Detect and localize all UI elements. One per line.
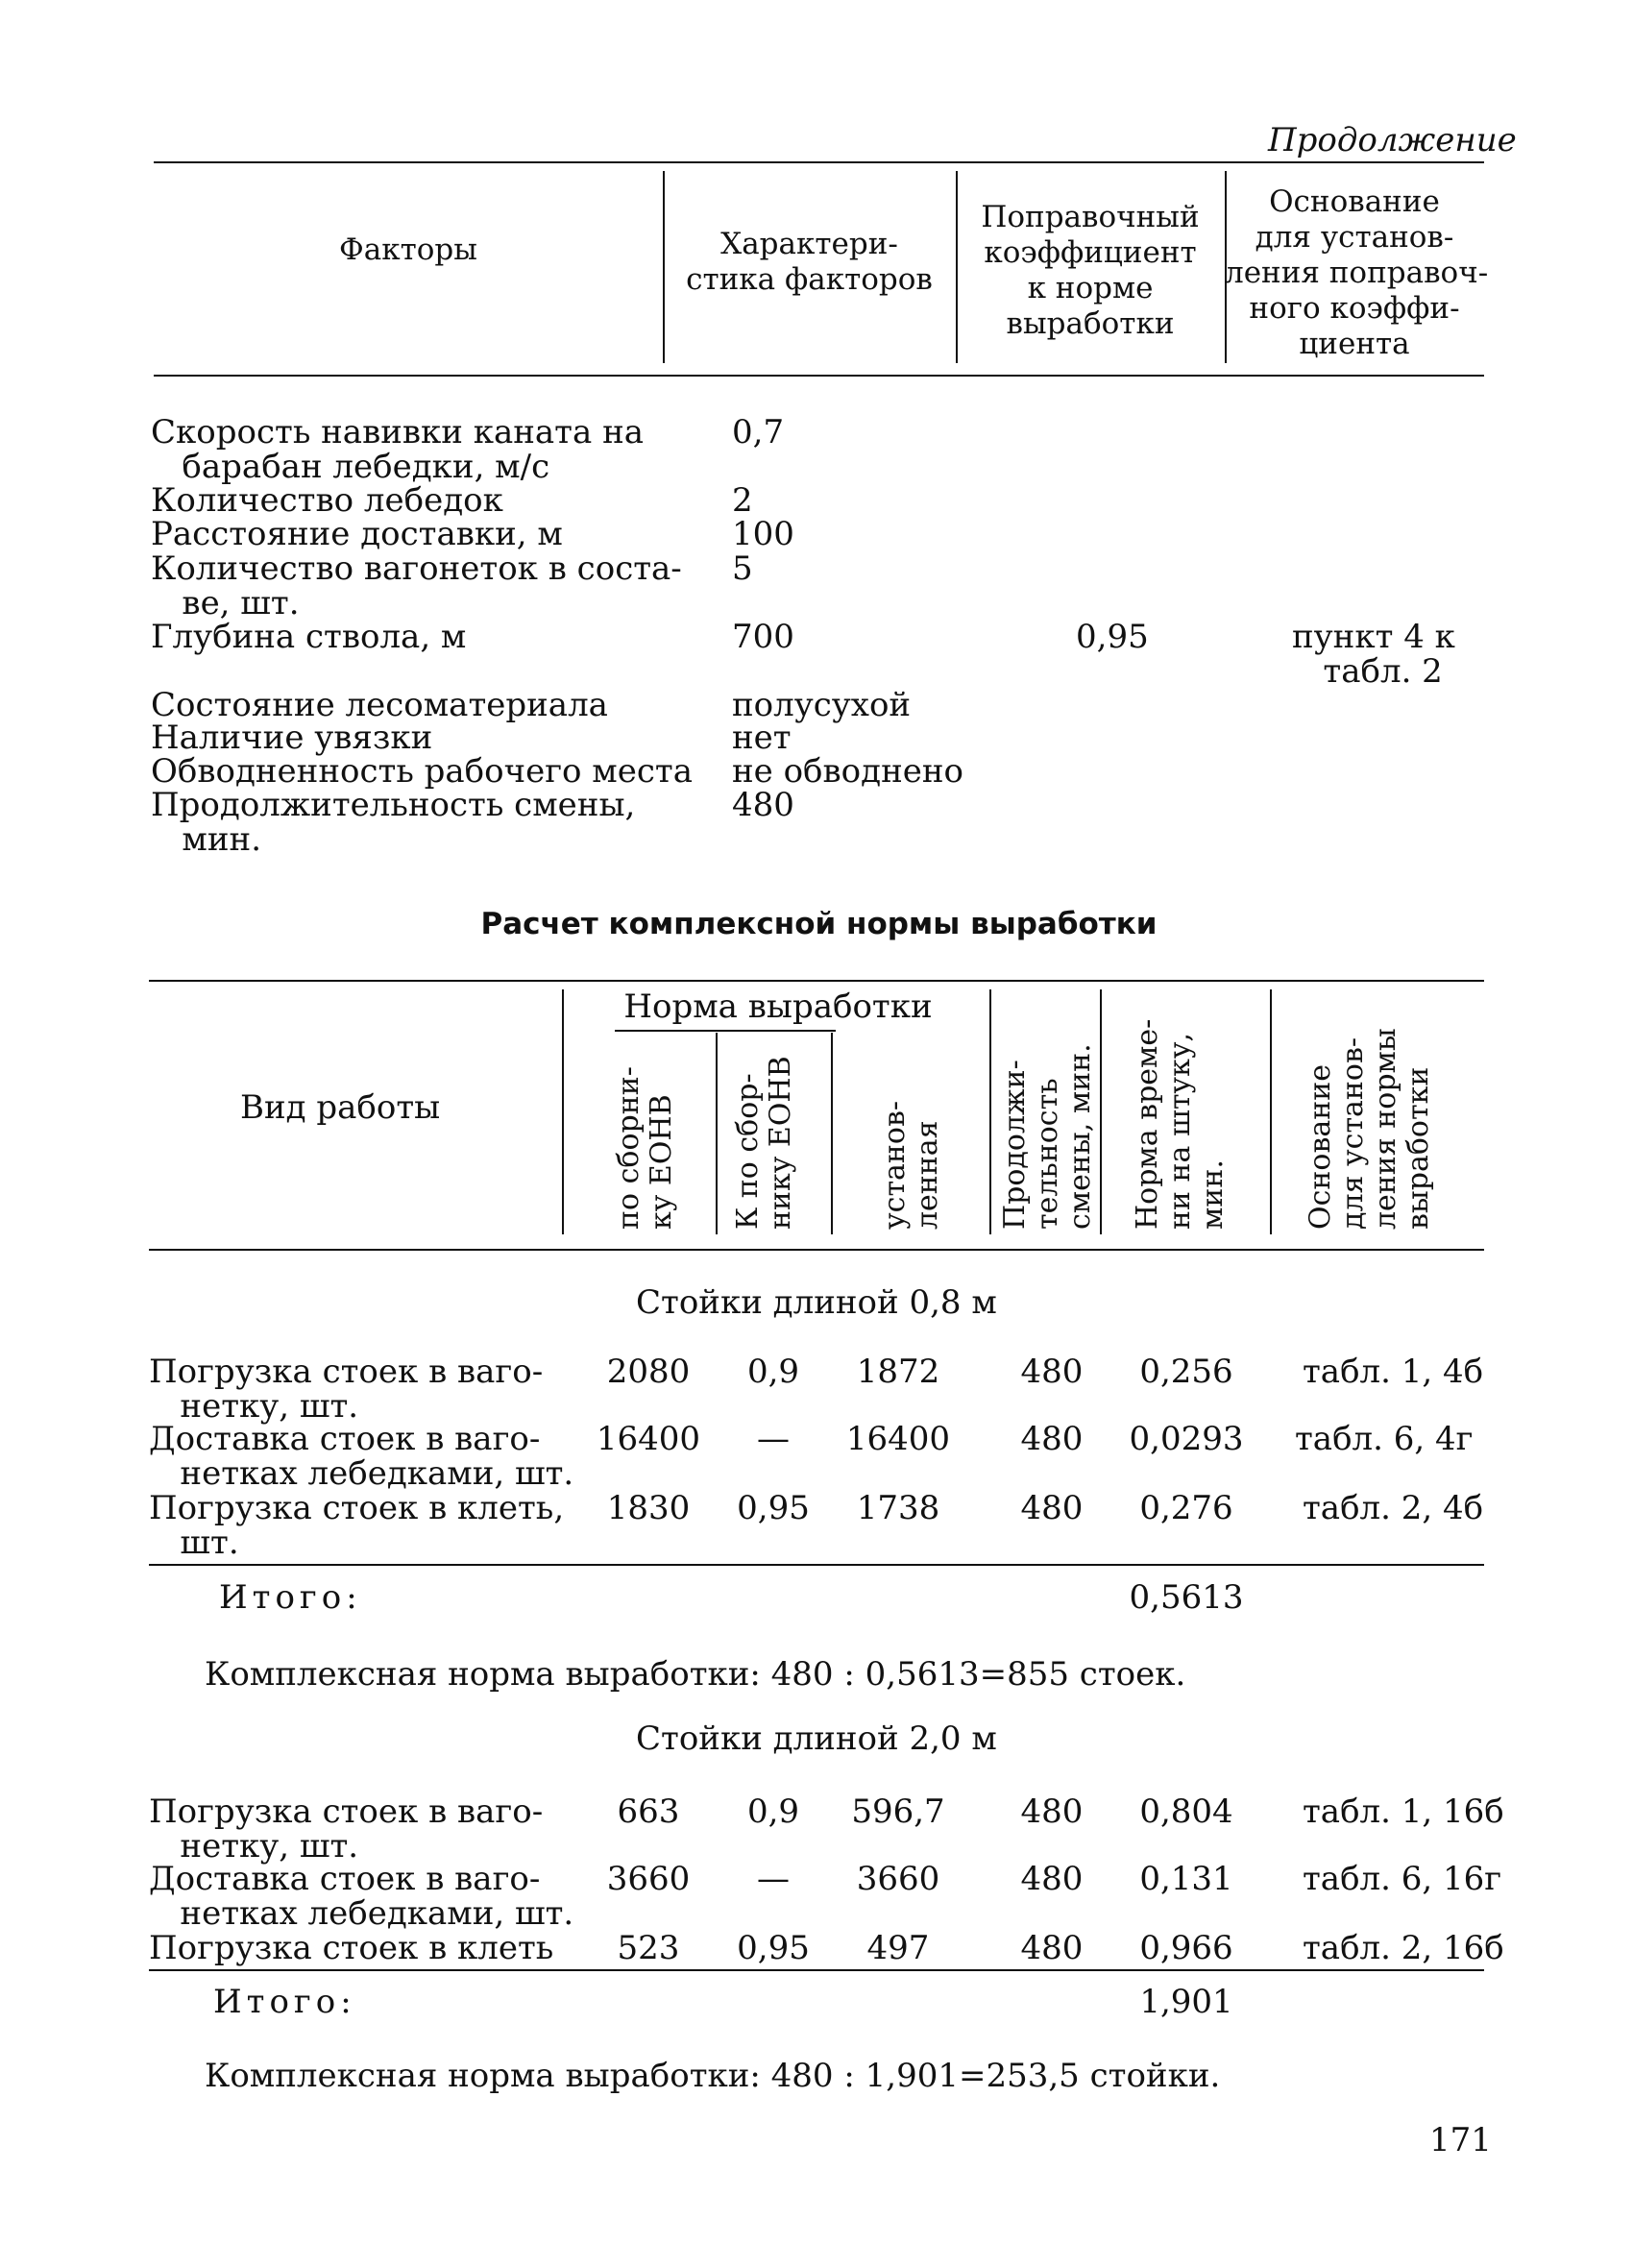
header-divider — [1270, 989, 1272, 1234]
factor-value: 480 — [732, 786, 794, 824]
cell-k: 0,9 — [746, 1353, 800, 1391]
cell-basis: табл. 6, 4г — [1295, 1420, 1474, 1458]
header-basis: Основание для установ- ления поправоч- ного коэффи- циента — [1225, 184, 1489, 361]
cell-time: 0,0293 — [1129, 1420, 1244, 1458]
continuation-label: Продолжение — [1268, 121, 1517, 159]
header-factors: Факторы — [339, 232, 477, 267]
cell-by: 523 — [617, 1929, 680, 1967]
cell-by: 2080 — [606, 1353, 691, 1391]
header-divider — [716, 1033, 718, 1234]
work-label: Доставка стоек в ваго- нетках лебедками, шт. — [149, 1420, 574, 1493]
cell-time: 0,966 — [1139, 1929, 1233, 1967]
header-k-collection: К по сбор- нику ЕОНВ — [731, 1056, 797, 1230]
table-top-rule — [154, 161, 1484, 163]
factor-label: Количество вагонеток в соста- ве, шт. — [151, 549, 682, 622]
norm-group-rule — [615, 1030, 836, 1032]
header-by-collection: по сборни- ку ЕОНВ — [612, 1066, 678, 1230]
cell-basis: табл. 1, 16б — [1303, 1792, 1504, 1831]
total-label: Итого: — [213, 1983, 356, 2021]
work-label: Погрузка стоек в ваго- нетку, шт. — [149, 1792, 544, 1866]
total-value: 0,5613 — [1129, 1578, 1244, 1617]
factor-value: 100 — [732, 515, 794, 553]
factor-label: Состояние лесоматериала — [151, 686, 608, 724]
cell-est: 1738 — [856, 1489, 940, 1527]
table-top-rule — [149, 980, 1484, 982]
work-label: Погрузка стоек в клеть — [149, 1929, 554, 1967]
header-norm-group: Норма выработки — [623, 988, 933, 1026]
factor-value: нет — [732, 719, 792, 757]
header-coefficient: Поправочный коэффициент к норме выработки — [981, 200, 1200, 341]
cell-basis: табл. 2, 4б — [1303, 1489, 1484, 1527]
header-work: Вид работы — [240, 1088, 441, 1127]
work-label: Доставка стоек в ваго- нетках лебедками, шт. — [149, 1860, 574, 1933]
factor-value: 700 — [732, 618, 794, 656]
cell-by: 663 — [617, 1792, 680, 1831]
basis-value: пункт 4 к табл. 2 — [1292, 618, 1455, 691]
page-number: 171 — [1429, 2121, 1492, 2159]
header-established: установ- ленная — [878, 1100, 944, 1230]
factor-value: не обводнено — [732, 752, 963, 791]
cell-est: 3660 — [856, 1860, 940, 1898]
cell-shift: 480 — [1020, 1420, 1084, 1458]
cell-by: 16400 — [596, 1420, 701, 1458]
header-basis: Основание для установ- ления нормы выработки — [1304, 1028, 1435, 1230]
total-rule — [149, 1969, 1484, 1971]
factor-label: Расстояние доставки, м — [151, 515, 563, 553]
summary-text: Комплексная норма выработки: 480 : 1,901=253,5 стойки. — [205, 2057, 1221, 2095]
total-value: 1,901 — [1139, 1983, 1233, 2021]
cell-basis: табл. 2, 16б — [1303, 1929, 1504, 1967]
factor-label: Обводненность рабочего места — [151, 752, 693, 791]
subsection-title: Стойки длиной 2,0 м — [636, 1719, 997, 1758]
cell-est: 596,7 — [851, 1792, 945, 1831]
subsection-title: Стойки длиной 0,8 м — [636, 1283, 997, 1322]
header-divider — [831, 1033, 833, 1234]
cell-basis: табл. 1, 4б — [1303, 1353, 1484, 1391]
cell-k: — — [757, 1860, 790, 1898]
section-title: Расчет комплексной нормы выработки — [480, 907, 1158, 941]
factor-value: полусухой — [732, 686, 912, 724]
cell-shift: 480 — [1020, 1353, 1084, 1391]
cell-shift: 480 — [1020, 1489, 1084, 1527]
header-divider — [562, 989, 564, 1234]
cell-est: 1872 — [856, 1353, 940, 1391]
cell-est: 16400 — [845, 1420, 951, 1458]
header-divider — [1100, 989, 1102, 1234]
total-rule — [149, 1564, 1484, 1566]
header-time-norm: Норма време- ни на штуку, мин. — [1131, 1018, 1230, 1230]
cell-k: 0,9 — [746, 1792, 800, 1831]
cell-by: 1830 — [606, 1489, 691, 1527]
cell-time: 0,276 — [1139, 1489, 1233, 1527]
factor-label: Скорость навивки каната на барабан лебедки, м/с — [151, 413, 645, 486]
factor-label: Глубина ствола, м — [151, 618, 467, 656]
header-characteristic: Характери- стика факторов — [686, 227, 933, 297]
cell-k: — — [757, 1420, 790, 1458]
factor-value: 5 — [732, 549, 753, 588]
factor-value: 2 — [732, 481, 753, 520]
header-shift: Продолжи- тельность смены, мин. — [998, 1043, 1097, 1230]
cell-shift: 480 — [1020, 1929, 1084, 1967]
cell-basis: табл. 6, 16г — [1303, 1860, 1502, 1898]
cell-time: 0,804 — [1139, 1792, 1233, 1831]
cell-k: 0,95 — [737, 1489, 810, 1527]
cell-time: 0,131 — [1139, 1860, 1233, 1898]
cell-by: 3660 — [606, 1860, 691, 1898]
factor-label: Продолжительность смены, мин. — [151, 786, 636, 859]
cell-shift: 480 — [1020, 1860, 1084, 1898]
factor-label: Количество лебедок — [151, 481, 503, 520]
header-bottom-rule — [149, 1249, 1484, 1251]
factor-value: 0,7 — [732, 413, 785, 451]
total-label: Итого: — [219, 1578, 362, 1617]
coefficient-value: 0,95 — [1076, 618, 1149, 656]
work-label: Погрузка стоек в клеть, шт. — [149, 1489, 565, 1562]
factor-label: Наличие увязки — [151, 719, 433, 757]
header-divider — [989, 989, 991, 1234]
summary-text: Комплексная норма выработки: 480 : 0,5613=855 стоек. — [205, 1655, 1186, 1694]
header-bottom-rule — [154, 375, 1484, 377]
cell-k: 0,95 — [737, 1929, 810, 1967]
cell-shift: 480 — [1020, 1792, 1084, 1831]
cell-time: 0,256 — [1139, 1353, 1233, 1391]
work-label: Погрузка стоек в ваго- нетку, шт. — [149, 1353, 544, 1426]
cell-est: 497 — [866, 1929, 930, 1967]
